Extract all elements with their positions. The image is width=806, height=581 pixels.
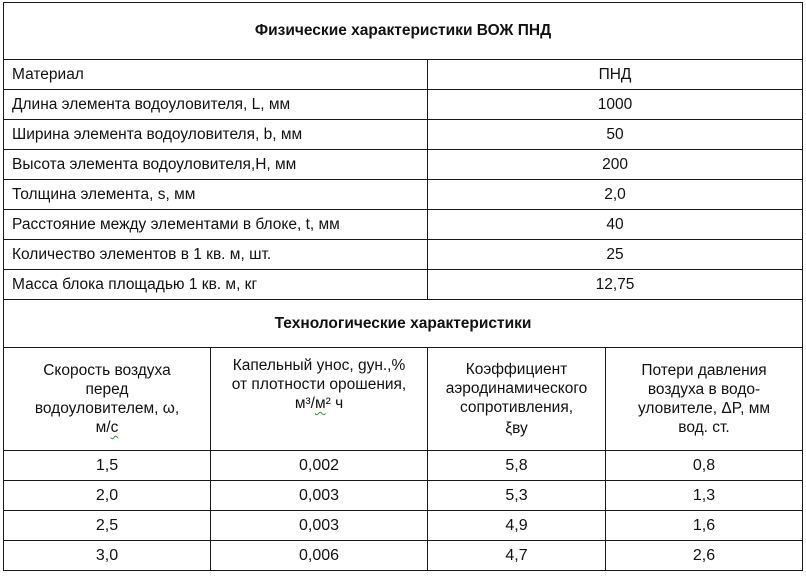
cell-drift: 0,006: [211, 541, 428, 571]
header-line: от плотности орошения,: [231, 376, 407, 393]
cell-resistance: 5,8: [428, 451, 606, 481]
header-air-speed: [4, 348, 211, 451]
table-row: [4, 451, 803, 481]
row-label: Ширина элемента водоуловителя, b, мм: [4, 120, 428, 150]
table-row: [4, 210, 803, 240]
row-label: Количество элементов в 1 кв. м, шт.: [4, 240, 428, 270]
header-line: Капельный унос, gун.,%: [232, 357, 406, 374]
row-value: 1000: [428, 90, 803, 120]
header-line: аэродинамического: [445, 380, 588, 397]
row-value: ПНД: [428, 60, 803, 90]
header-line: вод. ст.: [678, 419, 730, 436]
header-line: уловителе, ΔP, мм: [637, 400, 771, 417]
header-line: Коэффициент: [465, 361, 568, 378]
technological-title: Технологические характеристики: [4, 300, 803, 348]
table-row: [4, 60, 803, 90]
row-value: 12,75: [428, 270, 803, 300]
cell-drift: 0,003: [211, 511, 428, 541]
header-fragment: м/: [95, 419, 111, 436]
row-value: 25: [428, 240, 803, 270]
header-fragment: ² ч: [325, 395, 344, 412]
header-fragment: м³/: [294, 395, 315, 412]
cell-resistance: 4,7: [428, 541, 606, 571]
header-line: водоуловителем, ω,: [34, 400, 180, 417]
row-label: Материал: [4, 60, 428, 90]
cell-pressure-loss: 2,6: [606, 541, 803, 571]
table-row: [4, 481, 803, 511]
cell-air-speed: 3,0: [4, 541, 211, 571]
cell-pressure-loss: 1,3: [606, 481, 803, 511]
row-label: Высота элемента водоуловителя,H, мм: [4, 150, 428, 180]
technological-header-row: [4, 348, 803, 451]
row-label: Толщина элемента, s, мм: [4, 180, 428, 210]
header-fragment: м: [314, 395, 326, 412]
cell-air-speed: 2,5: [4, 511, 211, 541]
header-line: Потери давления: [641, 362, 767, 379]
technological-title-row: [4, 300, 803, 348]
physical-title: Физические характеристики ВОЖ ПНД: [4, 3, 803, 60]
cell-resistance: 5,3: [428, 481, 606, 511]
header-resistance: [428, 348, 606, 451]
table-row: [4, 150, 803, 180]
header-line: ξву: [505, 420, 528, 437]
row-value: 200: [428, 150, 803, 180]
row-value: 2,0: [428, 180, 803, 210]
row-value: 40: [428, 210, 803, 240]
header-line: воздуха в водо-: [647, 381, 761, 398]
cell-pressure-loss: 1,6: [606, 511, 803, 541]
row-value: 50: [428, 120, 803, 150]
specs-table: [3, 2, 803, 571]
header-line: [217, 394, 421, 413]
table-row: [4, 270, 803, 300]
table-row: [4, 90, 803, 120]
table-row: [4, 180, 803, 210]
row-label: Расстояние между элементами в блоке, t, мм: [4, 210, 428, 240]
header-line: сопротивления,: [459, 399, 574, 416]
cell-resistance: 4,9: [428, 511, 606, 541]
table-row: [4, 240, 803, 270]
row-label: Масса блока площадью 1 кв. м, кг: [4, 270, 428, 300]
table-row: [4, 541, 803, 571]
header-line: перед: [85, 381, 129, 398]
table-row: [4, 120, 803, 150]
table-row: [4, 511, 803, 541]
header-line: Скорость воздуха: [43, 362, 171, 379]
cell-drift: 0,002: [211, 451, 428, 481]
header-line: [10, 418, 204, 437]
header-pressure-loss: [606, 348, 803, 451]
header-drift: [211, 348, 428, 451]
cell-air-speed: 1,5: [4, 451, 211, 481]
physical-title-row: [4, 3, 803, 60]
header-fragment: с: [110, 419, 119, 436]
cell-air-speed: 2,0: [4, 481, 211, 511]
row-label: Длина элемента водоуловителя, L, мм: [4, 90, 428, 120]
cell-drift: 0,003: [211, 481, 428, 511]
cell-pressure-loss: 0,8: [606, 451, 803, 481]
